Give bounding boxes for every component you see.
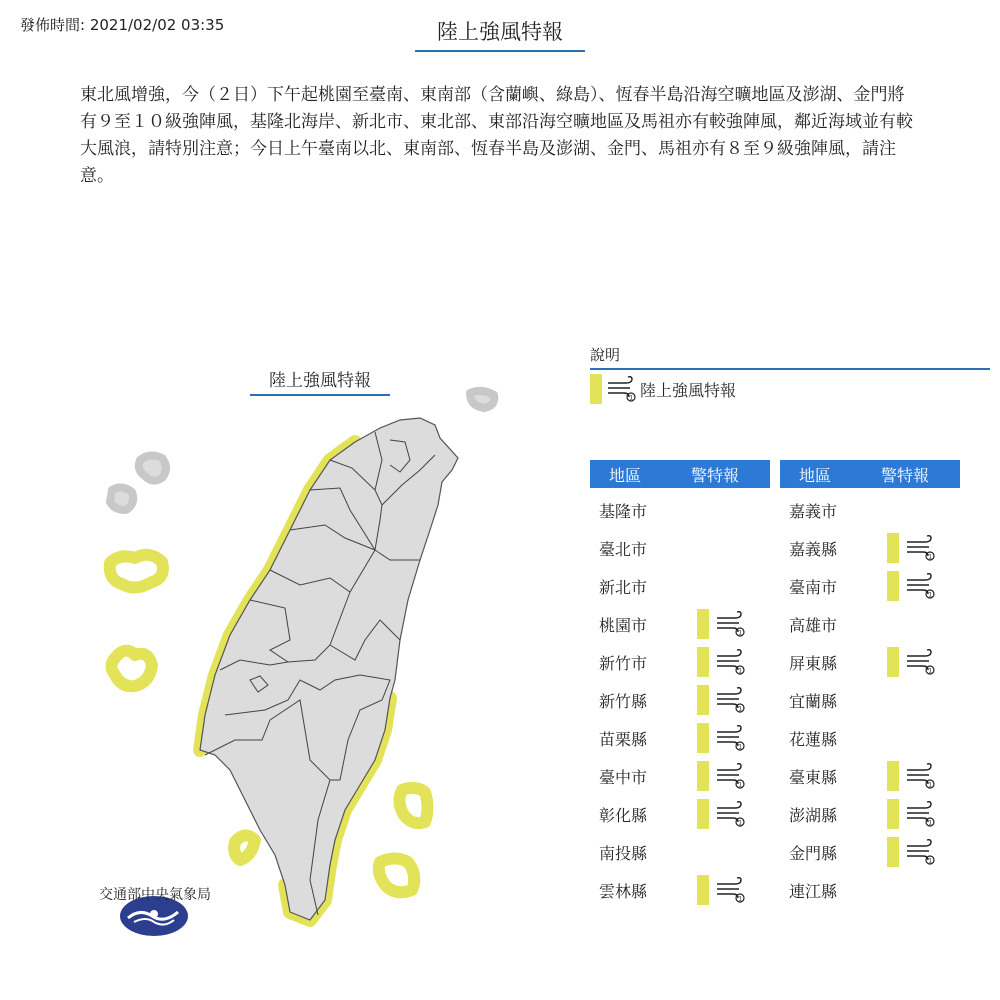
table-row — [780, 871, 960, 909]
svg-text:1: 1 — [738, 819, 743, 827]
warning-cell — [887, 571, 935, 601]
strong-wind-icon — [715, 724, 745, 752]
region-name: 臺中市 — [599, 767, 648, 787]
table-header — [780, 460, 960, 488]
table-row — [590, 567, 770, 605]
region-name: 彰化縣 — [599, 805, 648, 825]
strong-wind-icon — [905, 534, 935, 562]
warning-cell — [697, 761, 745, 791]
warning-cell — [697, 647, 745, 677]
region-name: 基隆市 — [599, 501, 648, 521]
map-title: 陸上強風特報 — [250, 366, 390, 396]
warning-cell — [887, 761, 935, 791]
svg-text:1: 1 — [738, 781, 743, 789]
region-name: 新竹市 — [599, 653, 648, 673]
warning-color-swatch — [697, 761, 709, 791]
warning-cell — [887, 533, 935, 563]
warning-color-swatch — [697, 799, 709, 829]
region-name: 臺東縣 — [789, 767, 838, 787]
region-name: 臺南市 — [789, 577, 838, 597]
strong-wind-icon — [715, 610, 745, 638]
table-row — [780, 605, 960, 643]
region-name: 雲林縣 — [599, 881, 648, 901]
region-name: 嘉義市 — [789, 501, 838, 521]
warning-color-swatch — [887, 761, 899, 791]
svg-text:1: 1 — [738, 629, 743, 637]
region-name: 新竹縣 — [599, 691, 648, 711]
warning-color-swatch — [697, 647, 709, 677]
svg-text:1: 1 — [629, 394, 634, 402]
warning-color-swatch — [697, 685, 709, 715]
strong-wind-icon — [606, 375, 636, 403]
region-name: 屏東縣 — [789, 653, 838, 673]
warning-cell — [887, 647, 935, 677]
issue-time: 發佈時間: 2021/02/02 03:35 — [20, 16, 225, 34]
warning-color-swatch — [887, 533, 899, 563]
table-row — [590, 795, 770, 833]
svg-text:1: 1 — [928, 781, 933, 789]
warning-color-swatch — [697, 875, 709, 905]
strong-wind-icon — [715, 876, 745, 904]
svg-text:1: 1 — [738, 743, 743, 751]
region-name: 新北市 — [599, 577, 648, 597]
table-header — [590, 460, 770, 488]
table-row — [780, 795, 960, 833]
svg-text:1: 1 — [928, 591, 933, 599]
region-name: 金門縣 — [789, 843, 838, 863]
table-row — [780, 833, 960, 871]
strong-wind-icon — [715, 686, 745, 714]
region-table-left — [590, 460, 770, 909]
page-title: 陸上強風特報 — [415, 16, 585, 52]
warning-description: 東北風增強，今（２日）下午起桃園至臺南、東南部（含蘭嶼、綠島）、恆春半島沿海空曠地區及澎湖、金門將有９至１０級強陣風，基隆北海岸、新北市、東北部、東部沿海空曠地區及馬祖亦有較強陣風，鄰近海域並有較大風浪，請特別注意；今日上午臺南以北、東南部、恆春半島及澎湖、金門、馬祖亦有８至９級強陣風，請注意。 — [80, 85, 913, 186]
table-row — [780, 757, 960, 795]
legend-label: 陸上強風特報 — [640, 380, 737, 400]
col-warning-header: 警特報 — [690, 465, 739, 485]
legend-item — [590, 374, 736, 404]
region-name: 臺北市 — [599, 539, 648, 559]
warning-cell — [697, 723, 745, 753]
table-row — [780, 529, 960, 567]
warning-cell — [887, 799, 935, 829]
warning-color-swatch — [887, 571, 899, 601]
col-region-header: 地區 — [798, 465, 831, 485]
warning-color-swatch — [697, 609, 709, 639]
warning-color-swatch — [697, 723, 709, 753]
table-row — [590, 643, 770, 681]
table-row — [590, 605, 770, 643]
svg-text:1: 1 — [928, 819, 933, 827]
warning-color-swatch — [887, 837, 899, 867]
col-region-header: 地區 — [608, 465, 641, 485]
region-name: 宜蘭縣 — [789, 691, 838, 711]
table-row — [590, 871, 770, 909]
warning-cell — [697, 685, 745, 715]
table-row — [590, 491, 770, 529]
warning-cell — [697, 875, 745, 905]
svg-text:1: 1 — [928, 553, 933, 561]
svg-text:1: 1 — [928, 667, 933, 675]
svg-text:1: 1 — [928, 857, 933, 865]
region-table-right — [780, 460, 960, 909]
strong-wind-icon — [715, 800, 745, 828]
table-row — [590, 681, 770, 719]
region-name: 高雄市 — [789, 615, 838, 635]
svg-text:1: 1 — [738, 705, 743, 713]
strong-wind-icon — [715, 648, 745, 676]
strong-wind-icon — [905, 648, 935, 676]
strong-wind-icon — [905, 762, 935, 790]
table-row — [780, 681, 960, 719]
svg-text:1: 1 — [738, 895, 743, 903]
legend-heading: 說明 — [590, 344, 990, 370]
warning-color-swatch — [590, 374, 602, 404]
table-row — [780, 643, 960, 681]
region-name: 苗栗縣 — [599, 729, 648, 749]
region-name: 嘉義縣 — [789, 539, 838, 559]
agency-name: 交通部中央氣象局 — [99, 887, 211, 903]
table-row — [590, 529, 770, 567]
region-name: 澎湖縣 — [789, 805, 838, 825]
warning-color-swatch — [887, 799, 899, 829]
strong-wind-icon — [905, 838, 935, 866]
warning-cell — [697, 799, 745, 829]
warning-cell — [887, 837, 935, 867]
warning-cell — [697, 609, 745, 639]
col-warning-header: 警特報 — [880, 465, 929, 485]
table-row — [780, 567, 960, 605]
region-name: 連江縣 — [789, 881, 838, 901]
table-row — [590, 833, 770, 871]
strong-wind-icon — [905, 572, 935, 600]
svg-text:1: 1 — [738, 667, 743, 675]
strong-wind-icon — [715, 762, 745, 790]
strong-wind-icon — [905, 800, 935, 828]
region-name: 花蓮縣 — [789, 729, 838, 749]
warning-color-swatch — [887, 647, 899, 677]
table-row — [780, 719, 960, 757]
table-row — [590, 757, 770, 795]
region-name: 桃園市 — [599, 615, 648, 635]
table-row — [590, 719, 770, 757]
region-name: 南投縣 — [599, 843, 648, 863]
table-row — [780, 491, 960, 529]
